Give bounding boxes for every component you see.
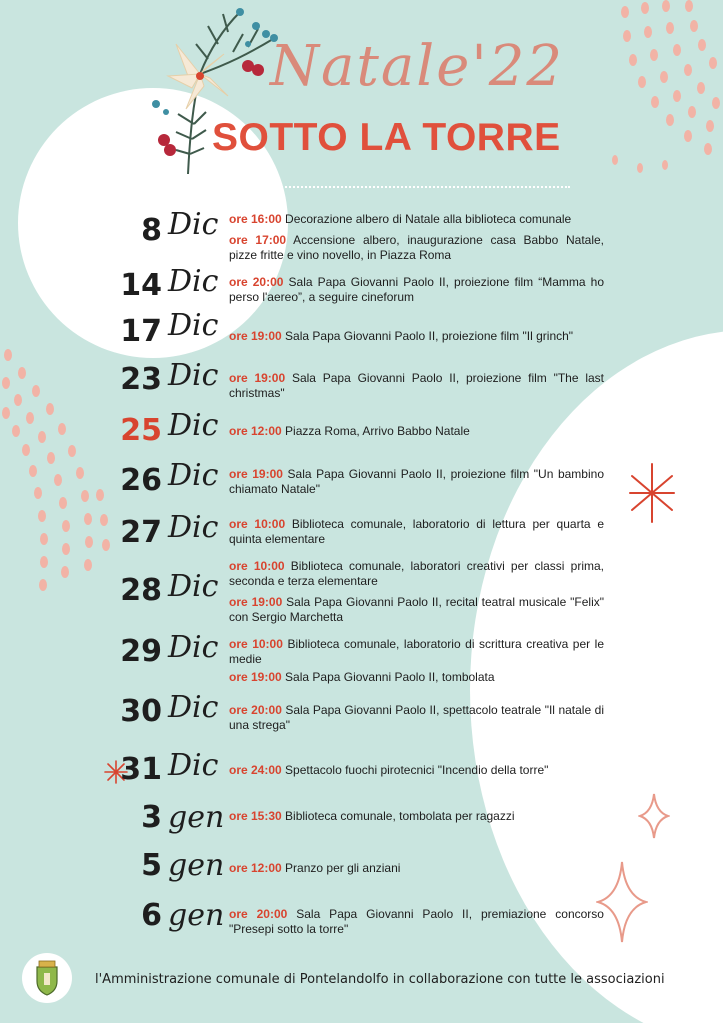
event-day: 14 bbox=[120, 268, 162, 303]
event-day: 6 bbox=[141, 898, 162, 933]
dot-pattern-top-right bbox=[600, 0, 723, 175]
event-day: 28 bbox=[120, 573, 162, 608]
event-item bbox=[229, 907, 604, 937]
event-month: Dic bbox=[168, 207, 219, 242]
event-item bbox=[229, 595, 604, 625]
event-item bbox=[229, 763, 604, 778]
event-day: 25 bbox=[120, 413, 162, 448]
event-month: Dic bbox=[168, 569, 219, 604]
event-month: Dic bbox=[168, 308, 219, 343]
event-time: ore 10:00 bbox=[229, 637, 283, 651]
event-text: Sala Papa Giovanni Paolo II, proiezione film "Il grinch" bbox=[285, 329, 574, 343]
event-time: ore 15:30 bbox=[229, 809, 282, 823]
event-text: Spettacolo fuochi pirotecnici "Incendio della torre" bbox=[285, 763, 549, 777]
event-month: Dic bbox=[168, 408, 219, 443]
event-month: gen bbox=[168, 898, 225, 933]
event-text: Piazza Roma, Arrivo Babbo Natale bbox=[285, 424, 470, 438]
event-day: 8 bbox=[141, 213, 162, 248]
event-day: 17 bbox=[120, 314, 162, 349]
event-day: 30 bbox=[120, 694, 162, 729]
event-day: 31 bbox=[120, 752, 162, 787]
event-text: Accensione albero, inaugurazione casa Babbo Natale, pizze fritte e vino novello, in Piazza Roma bbox=[229, 233, 604, 262]
event-text: Biblioteca comunale, laboratori creativi per classi prima, seconda e terza elementare bbox=[229, 559, 604, 588]
event-day: 5 bbox=[141, 848, 162, 883]
event-month: Dic bbox=[168, 264, 219, 299]
event-time: ore 19:00 bbox=[229, 467, 283, 481]
event-text: Sala Papa Giovanni Paolo II, recital teatral musicale "Felix" con Sergio Marchetta bbox=[229, 595, 604, 624]
title-script: Natale'22 bbox=[270, 34, 564, 99]
event-item bbox=[229, 275, 604, 305]
event-time: ore 20:00 bbox=[229, 703, 282, 717]
event-item bbox=[229, 212, 604, 227]
event-day: 26 bbox=[120, 463, 162, 498]
event-text: Sala Papa Giovanni Paolo II, proiezione film “Mamma ho perso l'aereo”, a seguire cineforum bbox=[229, 275, 605, 304]
event-month: Dic bbox=[168, 748, 219, 783]
event-time: ore 19:00 bbox=[229, 595, 283, 609]
event-text: Pranzo per gli anziani bbox=[285, 861, 401, 875]
event-month: Dic bbox=[168, 358, 219, 393]
event-time: ore 24:00 bbox=[229, 763, 282, 777]
event-text: Sala Papa Giovanni Paolo II, spettacolo teatrale "Il natale di una strega" bbox=[229, 703, 604, 732]
sparkle-star-icon bbox=[638, 792, 670, 840]
event-item bbox=[229, 861, 604, 876]
event-time: ore 20:00 bbox=[229, 907, 288, 921]
event-text: Biblioteca comunale, laboratorio di lettura per quarta e quinta elementare bbox=[229, 517, 605, 546]
event-time: ore 10:00 bbox=[229, 517, 286, 531]
event-text: Sala Papa Giovanni Paolo II, premiazione concorso "Presepi sotto la torre" bbox=[229, 907, 604, 936]
event-month: Dic bbox=[168, 630, 219, 665]
event-item bbox=[229, 637, 604, 667]
event-month: Dic bbox=[168, 458, 219, 493]
event-day: 3 bbox=[141, 800, 162, 835]
event-time: ore 19:00 bbox=[229, 329, 282, 343]
event-text: Sala Papa Giovanni Paolo II, tombolata bbox=[285, 670, 495, 684]
event-month: Dic bbox=[168, 690, 219, 725]
event-day: 23 bbox=[120, 362, 162, 397]
event-month: gen bbox=[168, 800, 225, 835]
event-text: Biblioteca comunale, laboratorio di scrittura creativa per le medie bbox=[229, 637, 605, 666]
title-main: SOTTO LA TORRE bbox=[212, 116, 561, 159]
event-item bbox=[229, 424, 604, 439]
event-item bbox=[229, 233, 604, 263]
event-time: ore 12:00 bbox=[229, 424, 282, 438]
event-time: ore 19:00 bbox=[229, 371, 286, 385]
event-item bbox=[229, 371, 604, 401]
asterisk-star-icon bbox=[628, 462, 676, 524]
event-text: Decorazione albero di Natale alla biblioteca comunale bbox=[285, 212, 572, 226]
event-text: Sala Papa Giovanni Paolo II, proiezione film "Un bambino chiamato Natale" bbox=[229, 467, 604, 496]
event-time: ore 10:00 bbox=[229, 559, 285, 573]
event-item bbox=[229, 517, 604, 547]
event-item bbox=[229, 703, 604, 733]
event-item bbox=[229, 467, 604, 497]
title-divider bbox=[270, 186, 570, 188]
municipal-crest-icon bbox=[22, 953, 72, 1003]
event-time: ore 16:00 bbox=[229, 212, 282, 226]
event-text: Biblioteca comunale, tombolata per ragazzi bbox=[285, 809, 515, 823]
event-time: ore 19:00 bbox=[229, 670, 282, 684]
footer-logo bbox=[22, 953, 72, 1003]
event-time: ore 20:00 bbox=[229, 275, 284, 289]
event-text: Sala Papa Giovanni Paolo II, proiezione film "The last christmas" bbox=[229, 371, 604, 400]
event-month: gen bbox=[168, 848, 225, 883]
event-item bbox=[229, 809, 604, 824]
event-item bbox=[229, 329, 604, 344]
footer-credit: l'Amministrazione comunale di Pontelandolfo in collaborazione con tutte le associazioni bbox=[95, 972, 665, 987]
event-month: Dic bbox=[168, 510, 219, 545]
event-time: ore 17:00 bbox=[229, 233, 287, 247]
event-day: 29 bbox=[120, 634, 162, 669]
event-time: ore 12:00 bbox=[229, 861, 282, 875]
event-day: 27 bbox=[120, 515, 162, 550]
event-item bbox=[229, 559, 604, 589]
event-item bbox=[229, 670, 604, 685]
